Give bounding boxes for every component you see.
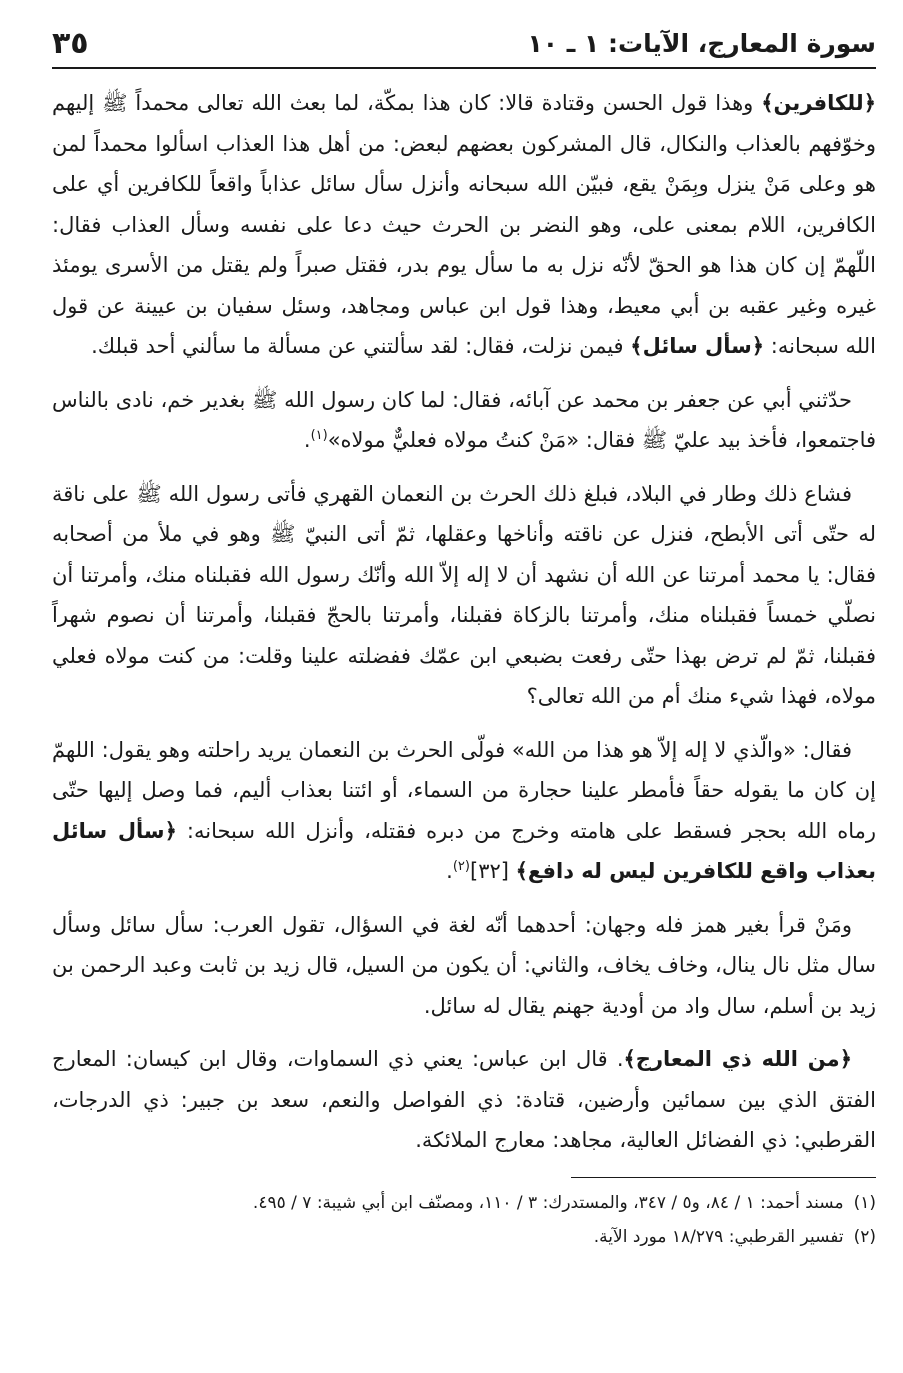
paragraph (52, 474, 876, 717)
quran-quote: ﴿من الله ذي المعارج﴾ (623, 1047, 852, 1071)
page-number: ٣٥ (52, 26, 89, 61)
text-run: . (303, 428, 311, 452)
footnote-ref: (١) (310, 428, 328, 443)
paragraph (52, 380, 876, 461)
text-run: فشاع ذلك وطار في البلاد، فبلغ ذلك الحرث بن النعمان القهري فأتى رسول الله ﷺ على ناقة له حتّى أتى الأبطح، فنزل عن ناقته وأناخها وعقلها، ثمّ أتى النبيّ ﷺ وهو في ملأ من أصحابه فقال: يا محمد أمرتنا عن الله أن نشهد أن لا إله إلاّ الله وأنّك رسول الله فقبلناه منك، وأمرتنا أن نصلّي خمساً فقبلناه منك، وأمرتنا بالزكاة فقبلنا، وأمرتنا بالحجّ فقبلنا، وأمرتنا أن نصوم شهراً فقبلنا، ثمّ لم ترض بهذا حتّى رفعت بضبعي ابن عمّك ففضلته علينا وقلت: من كنت مولاه فعلي مولاه، فهذا شيء منك أم من الله تعالى؟ (52, 481, 876, 708)
footnote (52, 1220, 876, 1254)
footnote-ref: (٢) (452, 859, 470, 874)
footnote-number: (٢) (853, 1226, 876, 1247)
quran-quote: ﴿سأل سائل﴾ (630, 334, 765, 358)
text-run: حدّثني أبي عن جعفر بن محمد عن آبائه، فقال: لما كان رسول الله ﷺ بغدير خم، نادى بالناس فاجتمعوا، فأخذ بيد عليّ ﷺ فقال: «مَنْ كنتُ مولاه فعليٌّ مولاه» (52, 387, 876, 452)
paragraph (52, 83, 876, 367)
quran-quote: ﴿للكافرين﴾ (761, 91, 876, 115)
paragraph (52, 730, 876, 892)
paragraph (52, 1039, 876, 1161)
footnote (52, 1186, 876, 1220)
text-run: ومَنْ قرأ بغير همز فله وجهان: أحدهما أنّه لغة في السؤال، تقول العرب: سأل سائل وسأل سال مثل نال ينال، وخاف يخاف، والثاني: أن يكون من السيل، قال زيد بن ثابت وعبد الرحمن بن زيد بن أسلم، سال واد من أودية جهنم يقال له سائل. (52, 912, 876, 1018)
text-run: وهذا قول الحسن وقتادة قالا: كان هذا بمكّة، لما بعث الله تعالى محمداً ﷺ إليهم وخوّفهم بالعذاب والنكال، قال المشركون بعضهم لبعض: من أهل هذا العذاب اسألوا محمداً لمن هو وعلى مَنْ ينزل وبِمَنْ يقع، فبيّن الله سبحانه وأنزل سأل سائل عذاباً واقعاً للكافرين أي على الكافرين، اللام بمعنى على، وهو النضر بن الحرث حيث دعا على نفسه وسأل العذاب فقال: اللّهمّ إن كان هذا هو الحقّ لأنّه نزل به ما سأل يوم بدر، فقتل صبراً ولم يقتل من الأسرى يومئذ غيره وغير عقبه بن أبي معيط، وهذا قول ابن عباس ومجاهد، وسئل سفيان بن عيينة عن قول الله سبحانه: (52, 91, 876, 358)
text-run: فيمن نزلت، فقال: لقد سألتني عن مسألة ما سألني أحد قبلك. (91, 334, 631, 358)
text-run: [٣٢] (469, 859, 516, 883)
footnote-text: تفسير القرطبي: ١٨/٢٧٩ مورد الآية. (593, 1226, 844, 1247)
paragraph (52, 905, 876, 1027)
text-run: . قال ابن عباس: يعني ذي السماوات، وقال ابن كيسان: المعارج الفتق الذي بين سمائين وأرضين، قتادة: ذي الفواصل والنعم، سعد بن جبير: ذي الدرجات، القرطبي: ذي الفضائل العالية، مجاهد: معارج الملائكة. (52, 1047, 876, 1152)
main-text (52, 83, 876, 1161)
footnote-divider (571, 1177, 876, 1178)
footnote-number: (١) (853, 1192, 876, 1213)
footnote-text: مسند أحمد: ١ / ٨٤، و٥ / ٣٤٧، والمستدرك: ٣ / ١١٠، ومصنّف ابن أبي شيبة: ٧ / ٤٩٥. (252, 1192, 844, 1213)
quran-quote: ﴿سأل سائل بعذاب واقع للكافرين ليس له دافع﴾ (52, 818, 876, 883)
running-title: سورة المعارج، الآيات: ١ ـ ١٠ (527, 29, 876, 58)
text-run: . (446, 859, 453, 883)
text-run: فقال: «والّذي لا إله إلاّ هو هذا من الله» فولّى الحرث بن النعمان يريد راحلته وهو يقول: اللهمّ إن كان ما يقوله حقاً فأمطر علينا حجارة من السماء، أو ائتنا بعذاب أليم، فما وصل إليها حتّى رماه الله بحجر فسقط على هامته وخرج من دبره فقتله، وأنزل الله سبحانه: (52, 737, 876, 843)
page-header (52, 22, 876, 69)
footnotes (52, 1186, 876, 1254)
book-page (52, 22, 876, 1254)
